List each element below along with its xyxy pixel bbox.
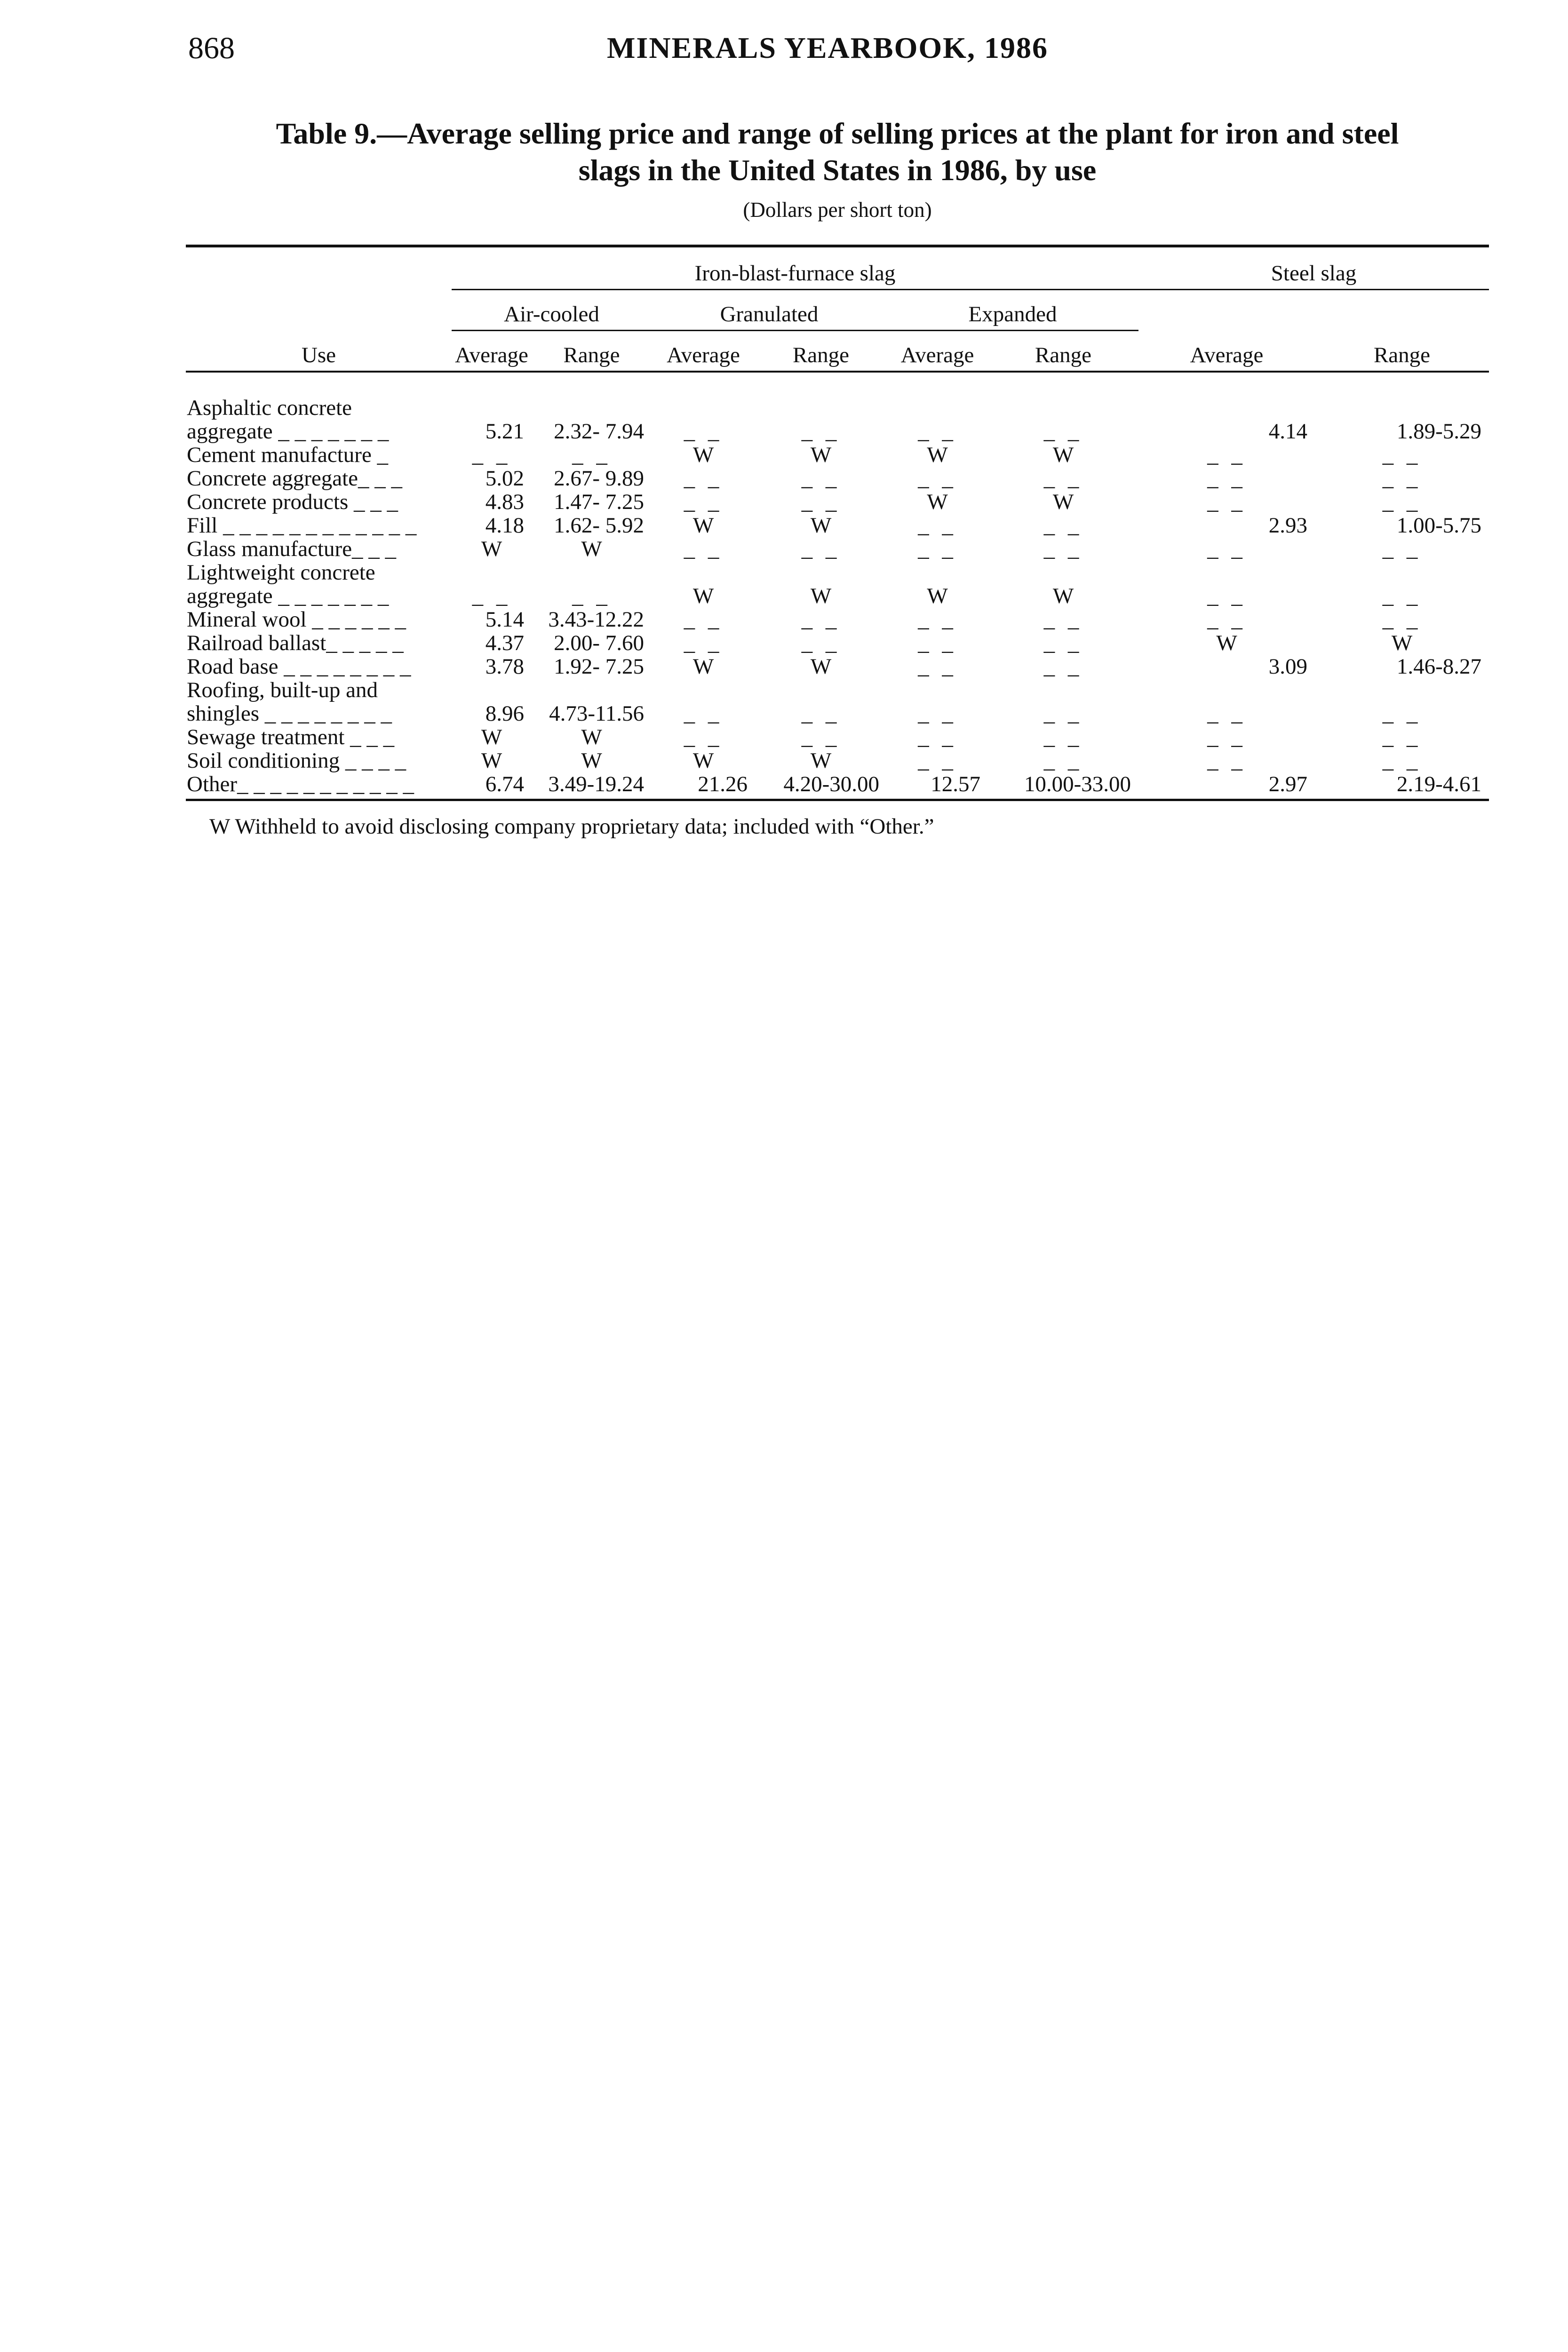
steel-range-cell: _ _ <box>1382 748 1422 773</box>
air-cooled-average-cell <box>452 678 532 702</box>
header-expanded: Expanded <box>887 290 1138 331</box>
table-title-line-2: slags in the United States in 1986, by use <box>578 153 1097 187</box>
footnote: W Withheld to avoid disclosing company proprietary data; included with “Other.” <box>209 814 934 839</box>
air-cooled-average-cell: 8.96 <box>485 701 524 726</box>
header-granulated-range: Range <box>755 331 887 372</box>
use-cell: shingles _ _ _ _ _ _ _ _ <box>187 701 392 726</box>
expanded-range-cell: _ _ <box>1043 654 1083 679</box>
use-cell: Cement manufacture _ <box>187 443 389 467</box>
use-cell: aggregate _ _ _ _ _ _ _ <box>187 419 389 444</box>
use-cell: Glass manufacture_ _ _ <box>187 537 397 561</box>
air-cooled-range-cell: W <box>581 725 602 749</box>
steel-average-cell: 4.14 <box>1268 419 1307 444</box>
air-cooled-range-cell: 3.49-19.24 <box>532 772 652 800</box>
steel-average-cell <box>1138 678 1315 702</box>
expanded-range-cell: _ _ <box>1043 701 1083 726</box>
granulated-average-cell <box>652 396 755 420</box>
header-iron-blast-furnace-slag: Iron-blast-furnace slag <box>452 246 1138 290</box>
air-cooled-average-cell: 5.21 <box>485 419 524 444</box>
air-cooled-range-cell <box>532 561 652 584</box>
steel-range-cell: _ _ <box>1382 607 1422 632</box>
table-row <box>186 702 1489 725</box>
granulated-range-cell <box>755 561 887 584</box>
granulated-range-cell <box>755 396 887 420</box>
steel-average-cell <box>1138 561 1315 584</box>
steel-range-cell <box>1315 396 1489 420</box>
table-title <box>188 115 1487 189</box>
steel-average-cell: 2.97 <box>1138 772 1315 800</box>
expanded-range-cell: _ _ <box>1043 537 1083 561</box>
use-cell: Mineral wool _ _ _ _ _ _ <box>187 607 406 632</box>
granulated-average-cell: _ _ <box>684 466 723 491</box>
expanded-average-cell <box>887 561 988 584</box>
header-use: Use <box>186 246 452 372</box>
granulated-range-cell: _ _ <box>801 725 841 749</box>
steel-range-cell: 2.19-4.61 <box>1315 772 1489 800</box>
granulated-average-cell: _ _ <box>684 537 723 561</box>
granulated-range-cell: _ _ <box>801 701 841 726</box>
spacer-row <box>186 372 1489 396</box>
air-cooled-range-cell: 2.00- 7.60 <box>554 631 644 655</box>
steel-range-cell: 1.89-5.29 <box>1396 419 1481 444</box>
header-steel-range: Range <box>1315 290 1489 372</box>
steel-range-cell: 1.46-8.27 <box>1396 654 1481 679</box>
expanded-range-cell <box>988 678 1138 702</box>
granulated-range-cell: 4.20-30.00 <box>755 772 887 800</box>
steel-average-cell <box>1138 396 1315 420</box>
granulated-average-cell: W <box>692 654 714 679</box>
running-title: MINERALS YEARBOOK, 1986 <box>607 31 1048 64</box>
granulated-range-cell: _ _ <box>801 419 841 444</box>
table-row <box>186 655 1489 678</box>
air-cooled-range-cell: _ _ <box>572 443 611 467</box>
header-granulated: Granulated <box>652 290 887 331</box>
granulated-average-cell: _ _ <box>684 631 723 655</box>
air-cooled-average-cell: 5.02 <box>485 466 524 491</box>
air-cooled-average-cell: W <box>481 725 502 749</box>
header-air-cooled-range: Range <box>532 331 652 372</box>
expanded-range-cell: W <box>1052 443 1074 467</box>
steel-range-cell <box>1315 561 1489 584</box>
granulated-range-cell: _ _ <box>801 490 841 514</box>
header-air-cooled: Air-cooled <box>452 290 652 331</box>
granulated-range-cell: W <box>810 513 832 538</box>
steel-average-cell: _ _ <box>1207 443 1246 467</box>
expanded-average-cell: _ _ <box>918 654 957 679</box>
air-cooled-average-cell: 4.18 <box>485 513 524 538</box>
use-cell: Asphaltic concrete <box>187 396 352 420</box>
use-cell: aggregate _ _ _ _ _ _ _ <box>187 584 389 608</box>
expanded-range-cell: W <box>1052 584 1074 608</box>
air-cooled-range-cell: W <box>581 537 602 561</box>
table-row <box>186 443 1489 467</box>
air-cooled-range-cell: 1.92- 7.25 <box>554 654 644 679</box>
table-units: (Dollars per short ton) <box>743 198 932 222</box>
air-cooled-range-cell: 4.73-11.56 <box>549 701 644 726</box>
air-cooled-average-cell <box>452 561 532 584</box>
expanded-average-cell: _ _ <box>918 513 957 538</box>
table-row <box>186 608 1489 631</box>
steel-average-cell: 3.09 <box>1268 654 1307 679</box>
expanded-average-cell: 12.57 <box>887 772 988 800</box>
air-cooled-range-cell: 2.67- 9.89 <box>554 466 644 491</box>
use-cell: Road base _ _ _ _ _ _ _ _ <box>187 654 411 679</box>
air-cooled-range-cell: 1.62- 5.92 <box>554 513 644 538</box>
granulated-average-cell <box>652 678 755 702</box>
air-cooled-average-cell: W <box>481 537 502 561</box>
steel-range-cell <box>1315 678 1489 702</box>
expanded-average-cell <box>887 396 988 420</box>
use-cell: Other_ _ _ _ _ _ _ _ _ _ _ <box>186 772 452 800</box>
expanded-range-cell <box>988 396 1138 420</box>
table-row <box>186 490 1489 514</box>
header-granulated-average: Average <box>652 331 755 372</box>
expanded-range-cell: _ _ <box>1043 466 1083 491</box>
table-row <box>186 678 1489 702</box>
expanded-average-cell: _ _ <box>918 466 957 491</box>
table-body <box>186 372 1489 800</box>
granulated-average-cell: _ _ <box>684 725 723 749</box>
steel-range-cell: _ _ <box>1382 701 1422 726</box>
steel-range-cell: _ _ <box>1382 466 1422 491</box>
air-cooled-average-cell: W <box>481 748 502 773</box>
use-cell: Railroad ballast_ _ _ _ _ <box>187 631 404 655</box>
air-cooled-range-cell: _ _ <box>572 584 611 608</box>
expanded-range-cell: _ _ <box>1043 631 1083 655</box>
expanded-range-cell: W <box>1052 490 1074 514</box>
use-cell: Sewage treatment _ _ _ <box>187 725 395 749</box>
table-row <box>186 772 1489 800</box>
granulated-average-cell: W <box>692 748 714 773</box>
steel-average-cell: _ _ <box>1207 490 1246 514</box>
use-cell: Concrete products _ _ _ <box>187 490 398 514</box>
expanded-average-cell: _ _ <box>918 725 957 749</box>
table-row <box>186 749 1489 772</box>
air-cooled-average-cell: _ _ <box>472 584 511 608</box>
granulated-range-cell: _ _ <box>801 631 841 655</box>
table-row <box>186 725 1489 749</box>
granulated-average-cell: _ _ <box>684 607 723 632</box>
table-row <box>186 584 1489 608</box>
header-air-cooled-average: Average <box>452 331 532 372</box>
steel-range-cell: _ _ <box>1382 490 1422 514</box>
expanded-average-cell: W <box>927 490 948 514</box>
expanded-average-cell <box>887 678 988 702</box>
air-cooled-range-cell: 2.32- 7.94 <box>554 419 644 444</box>
steel-range-cell: _ _ <box>1382 584 1422 608</box>
use-cell: Soil conditioning _ _ _ _ <box>187 748 406 773</box>
granulated-range-cell: W <box>810 584 832 608</box>
expanded-average-cell: _ _ <box>918 701 957 726</box>
granulated-range-cell: W <box>810 443 832 467</box>
table-row <box>186 537 1489 561</box>
steel-range-cell: _ _ <box>1382 725 1422 749</box>
granulated-average-cell <box>652 561 755 584</box>
granulated-average-cell: W <box>692 513 714 538</box>
slag-price-table <box>186 245 1489 801</box>
use-cell: Lightweight concrete <box>187 560 375 585</box>
air-cooled-average-cell: 3.78 <box>485 654 524 679</box>
granulated-range-cell <box>755 678 887 702</box>
page-number: 868 <box>188 31 235 65</box>
expanded-range-cell: _ _ <box>1043 419 1083 444</box>
air-cooled-range-cell: 3.43-12.22 <box>548 607 644 632</box>
expanded-average-cell: _ _ <box>918 419 957 444</box>
expanded-average-cell: _ _ <box>918 748 957 773</box>
steel-average-cell: _ _ <box>1207 607 1246 632</box>
air-cooled-average-cell: 4.83 <box>485 490 524 514</box>
expanded-range-cell: _ _ <box>1043 725 1083 749</box>
air-cooled-range-cell: W <box>581 748 602 773</box>
steel-range-cell: _ _ <box>1382 537 1422 561</box>
steel-average-cell: _ _ <box>1207 537 1246 561</box>
header-expanded-range: Range <box>988 331 1138 372</box>
steel-average-cell: 2.93 <box>1268 513 1307 538</box>
granulated-average-cell: W <box>692 443 714 467</box>
air-cooled-range-cell: 1.47- 7.25 <box>554 490 644 514</box>
steel-range-cell: W <box>1391 631 1413 655</box>
table-title-line-1: Table 9.—Average selling price and range of selling prices at the plant for iron and steel <box>276 117 1399 150</box>
air-cooled-average-cell: _ _ <box>472 443 511 467</box>
running-head <box>188 26 1487 68</box>
header-steel-average: Average <box>1138 290 1315 372</box>
header-expanded-average: Average <box>887 331 988 372</box>
granulated-range-cell: W <box>810 654 832 679</box>
expanded-range-cell: _ _ <box>1043 607 1083 632</box>
granulated-average-cell: _ _ <box>684 701 723 726</box>
granulated-average-cell: _ _ <box>684 490 723 514</box>
granulated-average-cell: _ _ <box>684 419 723 444</box>
table-row <box>186 420 1489 443</box>
granulated-range-cell: _ _ <box>801 537 841 561</box>
granulated-average-cell: 21.26 <box>652 772 755 800</box>
table-row <box>186 631 1489 655</box>
air-cooled-average-cell <box>452 396 532 420</box>
table-row <box>186 514 1489 537</box>
table-row <box>186 467 1489 490</box>
air-cooled-average-cell: 6.74 <box>452 772 532 800</box>
use-cell: Concrete aggregate_ _ _ <box>187 466 403 491</box>
air-cooled-range-cell <box>532 678 652 702</box>
header-steel-slag: Steel slag <box>1138 246 1489 290</box>
granulated-range-cell: _ _ <box>801 466 841 491</box>
table-row <box>186 396 1489 420</box>
steel-average-cell: _ _ <box>1207 725 1246 749</box>
steel-average-cell: _ _ <box>1207 701 1246 726</box>
expanded-range-cell: _ _ <box>1043 513 1083 538</box>
expanded-average-cell: _ _ <box>918 607 957 632</box>
steel-average-cell: _ _ <box>1207 466 1246 491</box>
expanded-range-cell: _ _ <box>1043 748 1083 773</box>
steel-range-cell: 1.00-5.75 <box>1396 513 1481 538</box>
air-cooled-average-cell: 5.14 <box>485 607 524 632</box>
steel-average-cell: _ _ <box>1207 584 1246 608</box>
use-cell: Fill _ _ _ _ _ _ _ _ _ _ _ _ <box>187 513 417 538</box>
table-row <box>186 561 1489 584</box>
expanded-average-cell: W <box>927 443 948 467</box>
expanded-range-cell <box>988 561 1138 584</box>
granulated-range-cell: _ _ <box>801 607 841 632</box>
use-cell: Roofing, built-up and <box>187 678 378 702</box>
steel-average-cell: W <box>1216 631 1237 655</box>
expanded-average-cell: _ _ <box>918 631 957 655</box>
air-cooled-range-cell <box>532 396 652 420</box>
expanded-average-cell: W <box>927 584 948 608</box>
granulated-average-cell: W <box>692 584 714 608</box>
expanded-range-cell: 10.00-33.00 <box>988 772 1138 800</box>
expanded-average-cell: _ _ <box>918 537 957 561</box>
granulated-range-cell: W <box>810 748 832 773</box>
steel-average-cell: _ _ <box>1207 748 1246 773</box>
air-cooled-average-cell: 4.37 <box>485 631 524 655</box>
steel-range-cell: _ _ <box>1382 443 1422 467</box>
